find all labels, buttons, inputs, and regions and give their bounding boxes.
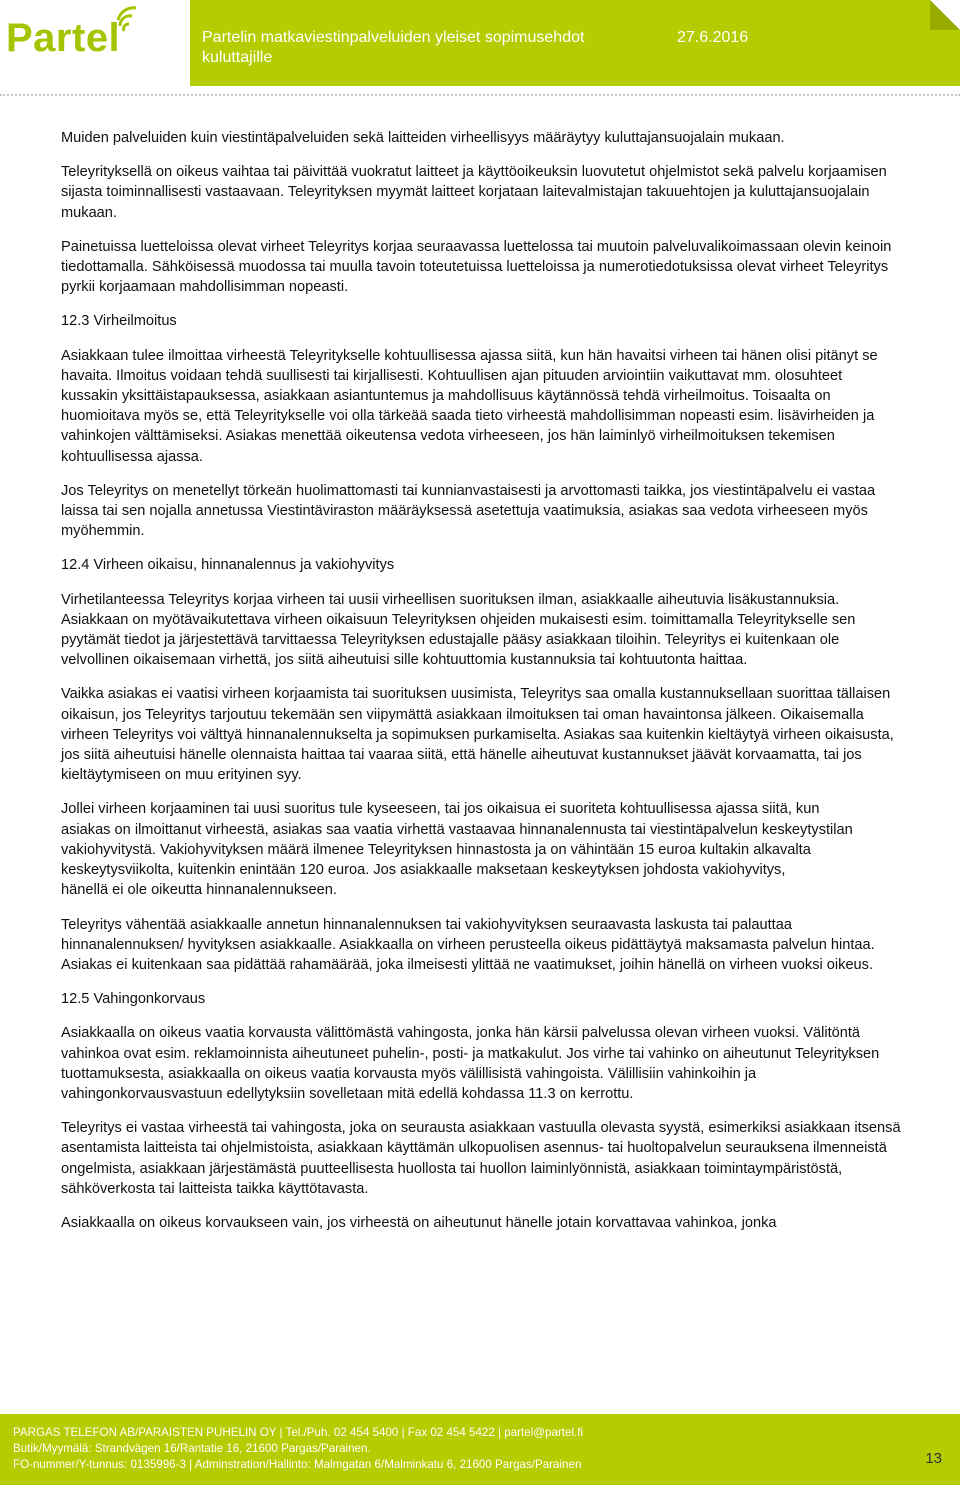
- page-header: [0, 0, 960, 86]
- partel-logo-signal-icon: [114, 4, 154, 36]
- footer-line-address: Butik/Myymälä: Strandvägen 16/Rantatie 16, 21600 Pargas/Parainen.: [13, 1441, 371, 1455]
- paragraph: Teleyritys vähentää asiakkaalle annetun hinnanalennuksen tai vakiohyvityksen seuraavasta laskusta tai palauttaa hinnanalennuksen/ hyvityksen asiakkaalle. Asiakkaalla on virheen perusteella oikeus pidättäytyä maksamasta palvelun hintaa. Asiakas ei kuitenkaan saa pidättää rahamäärää, joka ilmeisesti ylittää ne vaatimukset, joihin hänellä on virheen vuoksi oikeus.: [61, 916, 875, 973]
- section-heading-12-4: 12.4 Virheen oikaisu, hinnanalennus ja vakiohyvitys: [61, 557, 395, 574]
- document-title: Partelin matkaviestinpalveluiden yleiset sopimusehdot kuluttajille: [202, 29, 585, 66]
- page-fold-icon: [930, 0, 960, 30]
- section-heading-12-5: 12.5 Vahingonkorvaus: [61, 991, 206, 1008]
- footer-line-business-id: FO-nummer/Y-tunnus: 0135996-3 | Adminstration/Hallinto: Malmgatan 6/Malminkatu 6, 21600 Pargas/Parainen: [13, 1457, 582, 1471]
- footer-contact: [13, 1425, 583, 1472]
- partel-logo: [0, 0, 190, 86]
- paragraph: Jos Teleyritys on menetellyt törkeän huolimattomasti tai kunnianvastaisesti ja arvottomasti taikka, jos viestintäpalvelu ei vastaa laissa tai sen nojalla annetussa Viestintäviraston määräyksessä asetettuja vaatimuksia, asiakas saa vedota virheeseen myös myöhemmin.: [61, 482, 876, 540]
- paragraph: Vaikka asiakas ei vaatisi virheen korjaamista tai suorituksen uusimista, Teleyritys saa omalla kustannuksellaan suorittaa tällaisen oikaisun, jos Teleyritys tarjoutuu tekemään sen viipymättä asiakkaan ilmoituksen tai oman havaintonsa jälkeen. Oikaisemalla virheen Teleyritys voi välttyä hinnanalennukselta ja sopimuksen purkamiselta. Asiakas saa kuitenkin kieltäytyä virheen oikaisusta, jos siitä aiheutuisi hänelle olennaista haittaa tai vaaraa siitä, että hänelle aiheutuvat kustannukset jäävät korvaamatta, tai jos kieltäytymiseen on muu erityinen syy.: [61, 686, 894, 784]
- logo-text: Partel: [6, 16, 121, 60]
- paragraph: Asiakkaalla on oikeus korvaukseen vain, jos virheestä on aiheutunut hänelle jotain korvattavaa vahinkoa, jonka: [61, 1214, 777, 1231]
- paragraph: Asiakkaalla on oikeus vaatia korvausta välittömästä vahingosta, jonka hän kärsii palvelussa olevan virheen vuoksi. Välitöntä vahinkoa ovat esim. reklamoinnista aiheutuneet puhelin-, posti- ja matkakulut. Jos virhe tai vahinko on aiheutunut Teleyrityksen tuottamuksesta, asiakkaalla on oikeus vaatia korvausta myös välillisistä vahingoista. Välillisiin vahinkoihin ja vahingonkorvausvastuun edellytyksiin sovelletaan mitä edellä kohdassa 11.3 on kerrottu.: [61, 1025, 880, 1102]
- header-divider: [0, 94, 960, 96]
- paragraph: Teleyritys ei vastaa virheestä tai vahingosta, joka on seurausta asiakkaan vastuulla olevasta syystä, esimerkiksi asiakkaan itsensä asentamista laitteista tai ohjelmistoista, asiakkaan käyttämän ulkopuolisen asennus- tai huoltopalvelun seurauksena ilmenneistä ongelmista, asiakkaan järjestämästä puutteellisesta huollosta tai huollon laiminlyönnistä, asiakkaan toimintaympäristöstä, sähköverkosta tai laitteista taikka käyttötavasta.: [61, 1120, 901, 1197]
- document-body: [61, 128, 901, 1247]
- page-number: 13: [925, 1450, 942, 1467]
- section-heading-12-3: 12.3 Virheilmoitus: [61, 313, 177, 330]
- paragraph: Virhetilanteessa Teleyritys korjaa virheen tai uusii virheellisen suorituksen ilman, asiakkaalle aiheutuvia lisäkustannuksia. Asiakkaan on myötävaikutettava virheen oikaisuun Teleyrityksen ohjeiden mukaisesti esim. toimittamalla Teleyritykselle sen pyytämät tiedot ja järjestettävä tarvittaessa Teleyrityksen edustajalle pääsy asiakkaan tiloihin. Teleyritys ei kuitenkaan ole velvollinen oikaisemaan virhettä, jos siitä aiheutuisi sille kohtuuttomia kustannuksia tai kohtuutonta haittaa.: [61, 591, 856, 669]
- paragraph: Teleyrityksellä on oikeus vaihtaa tai päivittää vuokratut laitteet ja käyttöoikeuksin luovutetut ohjelmistot sekä palvelu korjaamisen sijasta toiminnallisesti vastaavaan. Teleyrityksen myymät laitteet korjataan laitevalmistajan takuuehtojen ja kuluttajansuojalain mukaan.: [61, 164, 887, 221]
- paragraph: Jollei virheen korjaaminen tai uusi suoritus tule kyseeseen, tai jos oikaisua ei suoriteta kohtuullisessa ajassa siitä, kun asiakas on ilmoittanut virheestä, asiakas saa vaatia virhettä vastaavaa hinnanalennusta tai viestintäpalvelun keskeytystilan vakiohyvitystä. Vakiohyvityksen määrä ilmenee Teleyrityksen hinnastosta ja on vähintään 15 euroa kultakin alkavalta keskeytysviikolta, kuitenkin enintään 120 euroa. Jos asiakkaalle maksetaan keskeytyksen johdosta vakiohyvitys, hänellä ei ole oikeutta hinnanalennukseen.: [61, 801, 853, 899]
- document-date: 27.6.2016: [677, 29, 749, 46]
- footer-line-company: PARGAS TELEFON AB/PARAISTEN PUHELIN OY | Tel./Puh. 02 454 5400 | Fax 02 454 5422 | partel@partel.fi: [13, 1426, 584, 1439]
- paragraph: Muiden palveluiden kuin viestintäpalveluiden sekä laitteiden virheellisyys määräytyy kuluttajansuojalain mukaan.: [61, 130, 785, 146]
- paragraph: Painetuissa luetteloissa olevat virheet Teleyritys korjaa seuraavassa luettelossa tai muutoin palveluvalikoimassaan olevin keinoin tiedottamalla. Sähköisessä muodossa tai muulla tavoin toteutetuissa luetteloissa ja numerotiedotuksissa olevat virheet Teleyritys pyrkii korjaamaan mahdollisimman nopeasti.: [61, 238, 892, 296]
- paragraph: Asiakkaan tulee ilmoittaa virheestä Teleyritykselle kohtuullisessa ajassa siitä, kun hän havaitsi virheen tai hänen olisi pitänyt se havaita. Ilmoitus voidaan tehdä suullisesti tai kirjallisesti. Kohtuullisen ajan pituuden arviointiin vaikuttavat mm. olosuhteet kussakin yksittäistapauksessa, asiakkaan asiantuntemus ja mahdollisuus käytännössä tehdä virheilmoitus. Toisaalta on huomioitava myös se, että Teleyritykselle voi olla tärkeää saada tieto virheestä mahdollisimman nopeasti esim. lisävirheiden ja vahinkojen välttämiseksi. Asiakas menettää oikeutensa vedota virheeseen, jos hän laiminlyö virheilmoituksen tekemisen kohtuullisessa ajassa.: [61, 347, 878, 465]
